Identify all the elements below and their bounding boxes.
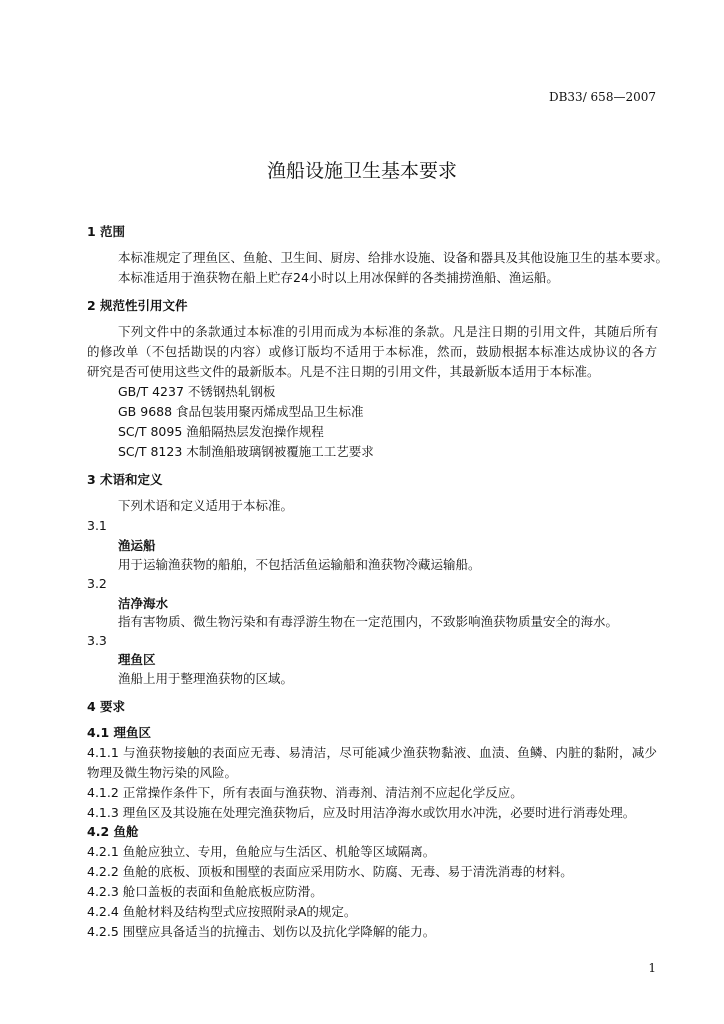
section-2-paragraph: 下列文件中的条款通过本标准的引用而成为本标准的条款。凡是注日期的引用文件，其随后所有 xyxy=(118,324,658,339)
section-2-paragraph: 研究是否可使用这些文件的最新版本。凡是不注日期的引用文件，其最新版本适用于本标准。 xyxy=(87,364,600,379)
term-name: 洁净海水 xyxy=(118,596,169,611)
reference-item: GB/T 4237 不锈钢热轧钢板 xyxy=(118,384,276,399)
page-number: 1 xyxy=(648,961,656,975)
term-definition: 指有害物质、微生物污染和有毒浮游生物在一定范围内，不致影响渔获物质量安全的海水。 xyxy=(118,614,619,629)
term-number: 3.2 xyxy=(87,576,107,591)
clause: 4.2.3 舱口盖板的表面和鱼舱底板应防滑。 xyxy=(87,884,323,899)
subsection-heading: 4.2 鱼舱 xyxy=(87,824,139,839)
section-2-paragraph: 的修改单（不包括勘误的内容）或修订版均不适用于本标准，然而，鼓励根据本标准达成协议的各方 xyxy=(87,344,657,359)
clause: 4.1.3 理鱼区及其设施在处理完渔获物后，应及时用洁净海水或饮用水冲洗，必要时进行消毒处理。 xyxy=(87,805,636,820)
reference-item: GB 9688 食品包装用聚丙烯成型品卫生标准 xyxy=(118,404,364,419)
clause: 4.2.4 鱼舱材料及结构型式应按照附录A的规定。 xyxy=(87,904,357,919)
term-name: 理鱼区 xyxy=(118,652,156,667)
term-name: 渔运船 xyxy=(118,538,156,553)
term-definition: 渔船上用于整理渔获物的区域。 xyxy=(118,671,294,686)
section-2-heading: 2 规范性引用文件 xyxy=(87,298,188,313)
standard-code: DB33/ 658—2007 xyxy=(548,90,656,104)
reference-item: SC/T 8123 木制渔船玻璃钢被覆施工工艺要求 xyxy=(118,444,374,459)
reference-item: SC/T 8095 渔船隔热层发泡操作规程 xyxy=(118,424,324,439)
section-3-intro: 下列术语和定义适用于本标准。 xyxy=(118,498,294,513)
clause: 4.2.2 鱼舱的底板、顶板和围壁的表面应采用防水、防腐、无毒、易于清洗消毒的材料。 xyxy=(87,864,573,879)
clause: 4.2.5 围壁应具备适当的抗撞击、划伤以及抗化学降解的能力。 xyxy=(87,924,436,939)
page-title: 渔船设施卫生基本要求 xyxy=(266,160,457,182)
subsection-heading: 4.1 理鱼区 xyxy=(87,725,151,740)
section-1-heading: 1 范围 xyxy=(87,224,126,239)
section-3-heading: 3 术语和定义 xyxy=(87,472,163,487)
section-1-paragraph: 本标准适用于渔获物在船上贮存24小时以上用冰保鲜的各类捕捞渔船、渔运船。 xyxy=(118,270,559,285)
section-4-heading: 4 要求 xyxy=(87,699,126,714)
term-number: 3.3 xyxy=(87,633,107,648)
clause: 4.1.2 正常操作条件下，所有表面与渔获物、消毒剂、清洁剂不应起化学反应。 xyxy=(87,785,523,800)
term-number: 3.1 xyxy=(87,518,107,533)
clause: 4.2.1 鱼舱应独立、专用，鱼舱应与生活区、机舱等区域隔离。 xyxy=(87,844,436,859)
clause: 物理及微生物污染的风险。 xyxy=(87,765,238,780)
section-1-paragraph: 本标准规定了理鱼区、鱼舱、卫生间、厨房、给排水设施、设备和器具及其他设施卫生的基本要求。 xyxy=(118,250,669,265)
clause: 4.1.1 与渔获物接触的表面应无毒、易清洁，尽可能减少渔获物黏液、血渍、鱼鳞、内脏的黏附，减少 xyxy=(87,745,657,760)
term-definition: 用于运输渔获物的船舶，不包括活鱼运输船和渔获物冷藏运输船。 xyxy=(118,557,481,572)
